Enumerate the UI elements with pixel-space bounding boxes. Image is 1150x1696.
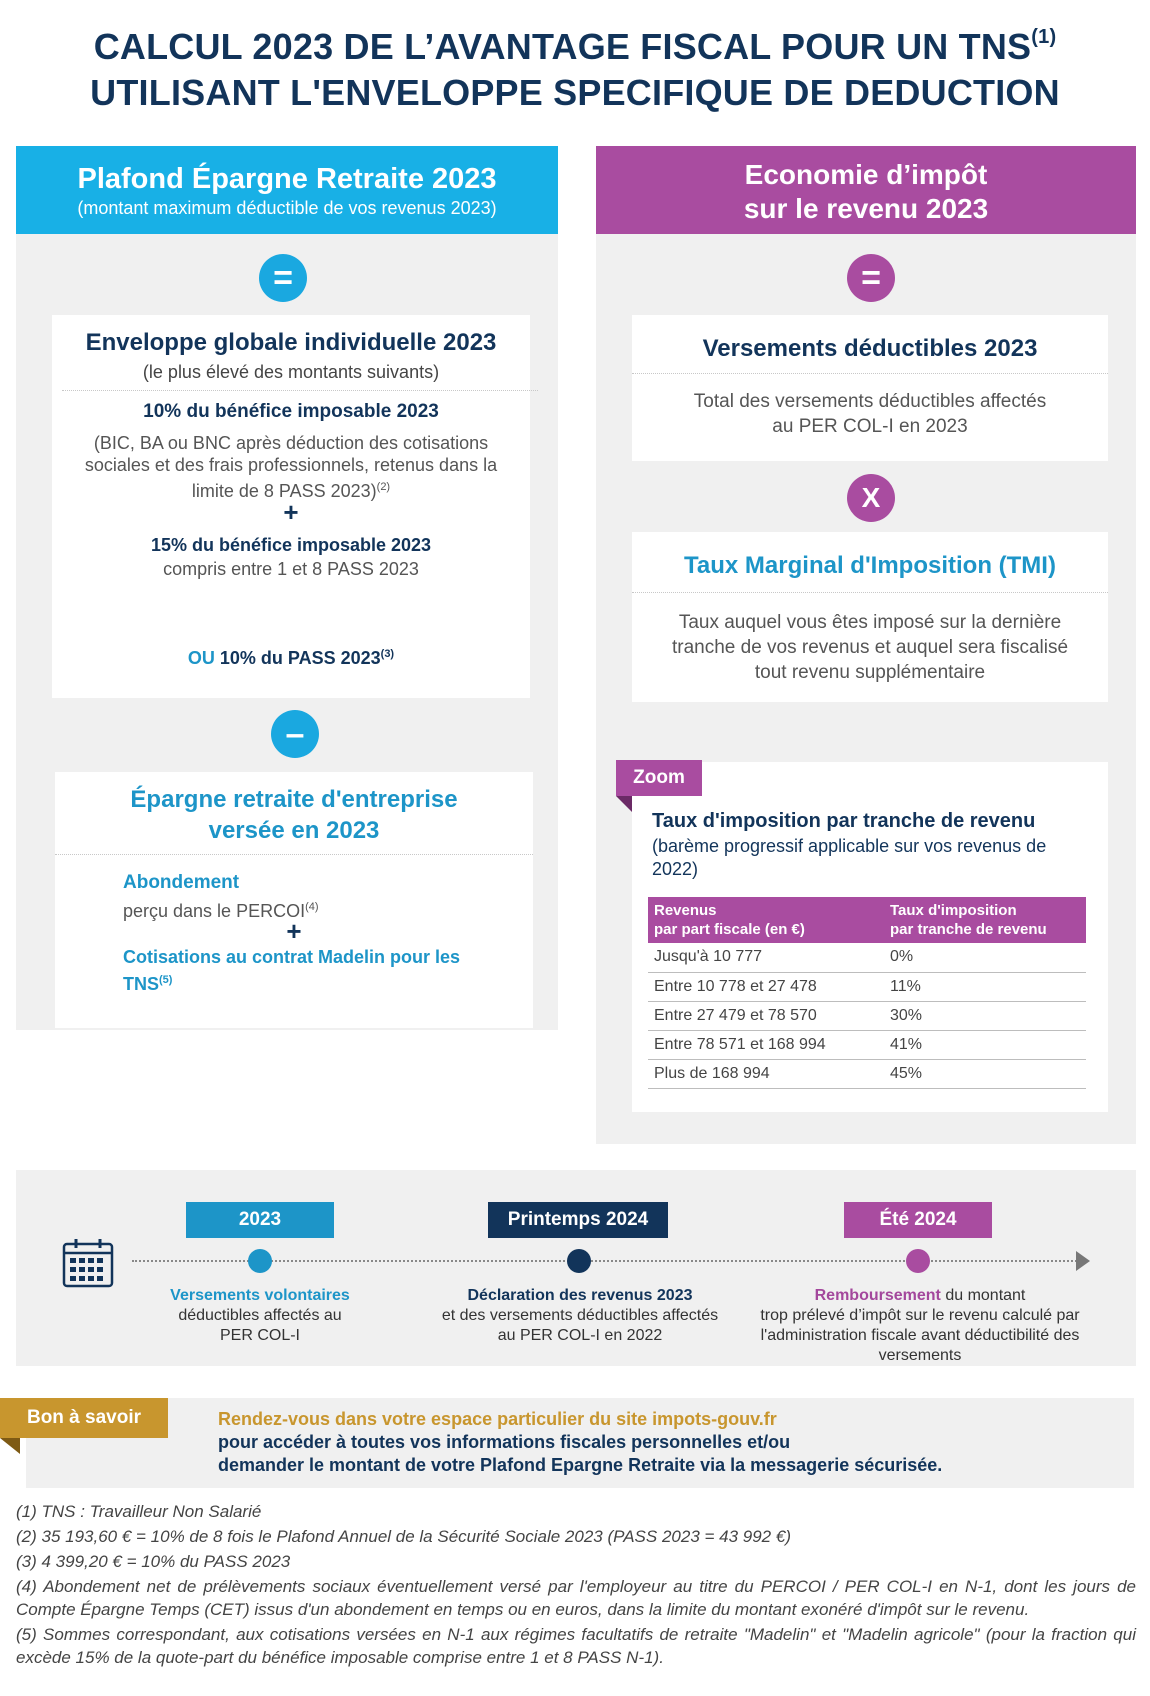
timeline-tag-printemps-2024: Printemps 2024 <box>488 1202 668 1238</box>
table-row: Entre 10 778 et 27 478 11% <box>648 972 1086 1001</box>
equals-icon: = <box>847 254 895 302</box>
table-row: Entre 27 479 et 78 570 30% <box>648 1001 1086 1030</box>
economie-header: Economie d’impôt sur le revenu 2023 <box>596 146 1136 234</box>
multiply-icon: X <box>847 474 895 522</box>
divider <box>632 592 1108 593</box>
timeline-step-text: Déclaration des revenus 2023 et des versements déductibles affectés au PER COL-I en 2022 <box>441 1287 719 1344</box>
footnote: (5) Sommes correspondant, aux cotisations versées en N-1 aux régimes facultatifs de retraite "Madelin" et "Madelin agricole" (pour la fraction qui excède 15% de la quote-part du bénéfice imposable comprise entre 1 et 8 PASS N-1). <box>16 1625 1136 1667</box>
table-header-row <box>648 897 1086 943</box>
timeline-tag-2023: 2023 <box>186 1202 334 1238</box>
footnote: (2) 35 193,60 € = 10% de 8 fois le Plafond Annuel de la Sécurité Sociale 2023 (PASS 2023 = 43 992 €) <box>16 1527 791 1546</box>
divider <box>632 373 1108 374</box>
footnote: (1) TNS : Travailleur Non Salarié <box>16 1502 262 1521</box>
cotisations-text: Cotisations au contrat Madelin pour les TNS$^{(5)}$ <box>123 947 461 994</box>
divider <box>55 854 533 855</box>
equals-icon: = <box>259 254 307 302</box>
divider <box>62 390 538 391</box>
timeline-line <box>132 1260 1084 1262</box>
page-title: CALCUL 2023 DE L’AVANTAGE FISCAL POUR UN TNS$^{(1)}$ UTILISANT L'ENVELOPPE SPECIFIQUE DE DEDUCTION <box>90 26 1060 113</box>
timeline-step-text: Remboursement du montant trop prélevé d’impôt sur le revenu calculé par l'administration fiscale avant déductibilité des versements <box>760 1287 1080 1364</box>
ou-option: OU 10% du PASS 2023$^{(3)}$ <box>187 648 395 668</box>
abondement-text: perçu dans le PERCOI$^{(4)}$ <box>123 901 319 921</box>
tmi-card: Taux Marginal d'Imposition (TMI) Taux auquel vous êtes imposé sur la dernière tranche de vos revenus et auquel sera fiscalisé tout revenu supplémentaire <box>632 532 1108 702</box>
footnote: (4) Abondement net de prélèvements sociaux éventuellement versé par l'employeur au titre du PERCOI / PER COL-I en N-1, dont les jours de Compte Épargne Temps (CET) issus d'un abondement en temps ou en euros, dans la limite du montant exonéré d'impôt sur le revenu. <box>16 1577 1136 1619</box>
table-row: Plus de 168 994 45% <box>648 1059 1086 1088</box>
bon-a-savoir-tag: Bon à savoir <box>0 1398 168 1438</box>
footnote: (3) 4 399,20 € = 10% du PASS 2023 <box>16 1552 291 1571</box>
zoom-tag-fold <box>616 796 632 812</box>
taux-header: Taux d'imposition par tranche de revenu <box>884 897 1086 943</box>
bon-a-savoir-text: Rendez-vous dans votre espace particulier du site impots-gouv.fr pour accéder à toutes vos informations fiscales personnelles et/ou demander le montant de votre Plafond Epargne Retraite via la messagerie sécurisée. <box>218 1409 943 1475</box>
revenus-header: Revenus par part fiscale (en €) <box>648 897 884 943</box>
timeline-tag-ete-2024: Été 2024 <box>844 1202 992 1238</box>
minus-icon: – <box>271 710 319 758</box>
item1-text: (BIC, BA ou BNC après déduction des cotisations sociales et des frais professionnels, retenus dans la limite de 8 PASS 2023)$^{(2)}$ <box>84 433 498 501</box>
calendar-icon <box>62 1238 114 1293</box>
plafond-header: Plafond Épargne Retraite 2023 (montant maximum déductible de vos revenus 2023) <box>16 146 558 234</box>
timeline-dot <box>248 1249 272 1273</box>
plus-icon: + <box>283 497 299 527</box>
versements-card: Versements déductibles 2023 Total des versements déductibles affectés au PER COL-I en 2023 <box>632 315 1108 461</box>
epargne-card: Épargne retraite d'entreprise versée en 2023 Abondement perçu dans le $PERCOI^{(4)}$ + Cotisations au contrat Madelin pour les TNS$^{(5)}$ <box>55 772 533 1028</box>
timeline-dot <box>906 1249 930 1273</box>
plus-icon: + <box>286 916 302 946</box>
table-row: Entre 78 571 et 168 994 41% <box>648 1030 1086 1059</box>
timeline-dot <box>567 1249 591 1273</box>
footnotes <box>16 1500 1136 1671</box>
timeline-arrow-icon <box>1076 1251 1090 1271</box>
enveloppe-card: Enveloppe globale individuelle 2023 (le plus élevé des montants suivants) 10% du bénéfice imposable 2023 (BIC, BA ou BNC après déduction des cotisations sociales et des frais professionnels, retenus dans la limite de 8 PASS 2023)$^{(2)}$ + 15% du bénéfice imposable 2023 compris entre 1 et 8 PASS 2023 OU 10% du PASS 2023$^{(3)}$ <box>52 315 530 698</box>
zoom-tag: Zoom <box>616 760 702 796</box>
tax-table <box>648 897 1086 1089</box>
bon-a-savoir-fold <box>0 1438 20 1454</box>
timeline-step-text: Versements volontaires déductibles affectés au PER COL-I <box>170 1287 350 1344</box>
table-row: Jusqu'à 10 777 0% <box>648 943 1086 972</box>
